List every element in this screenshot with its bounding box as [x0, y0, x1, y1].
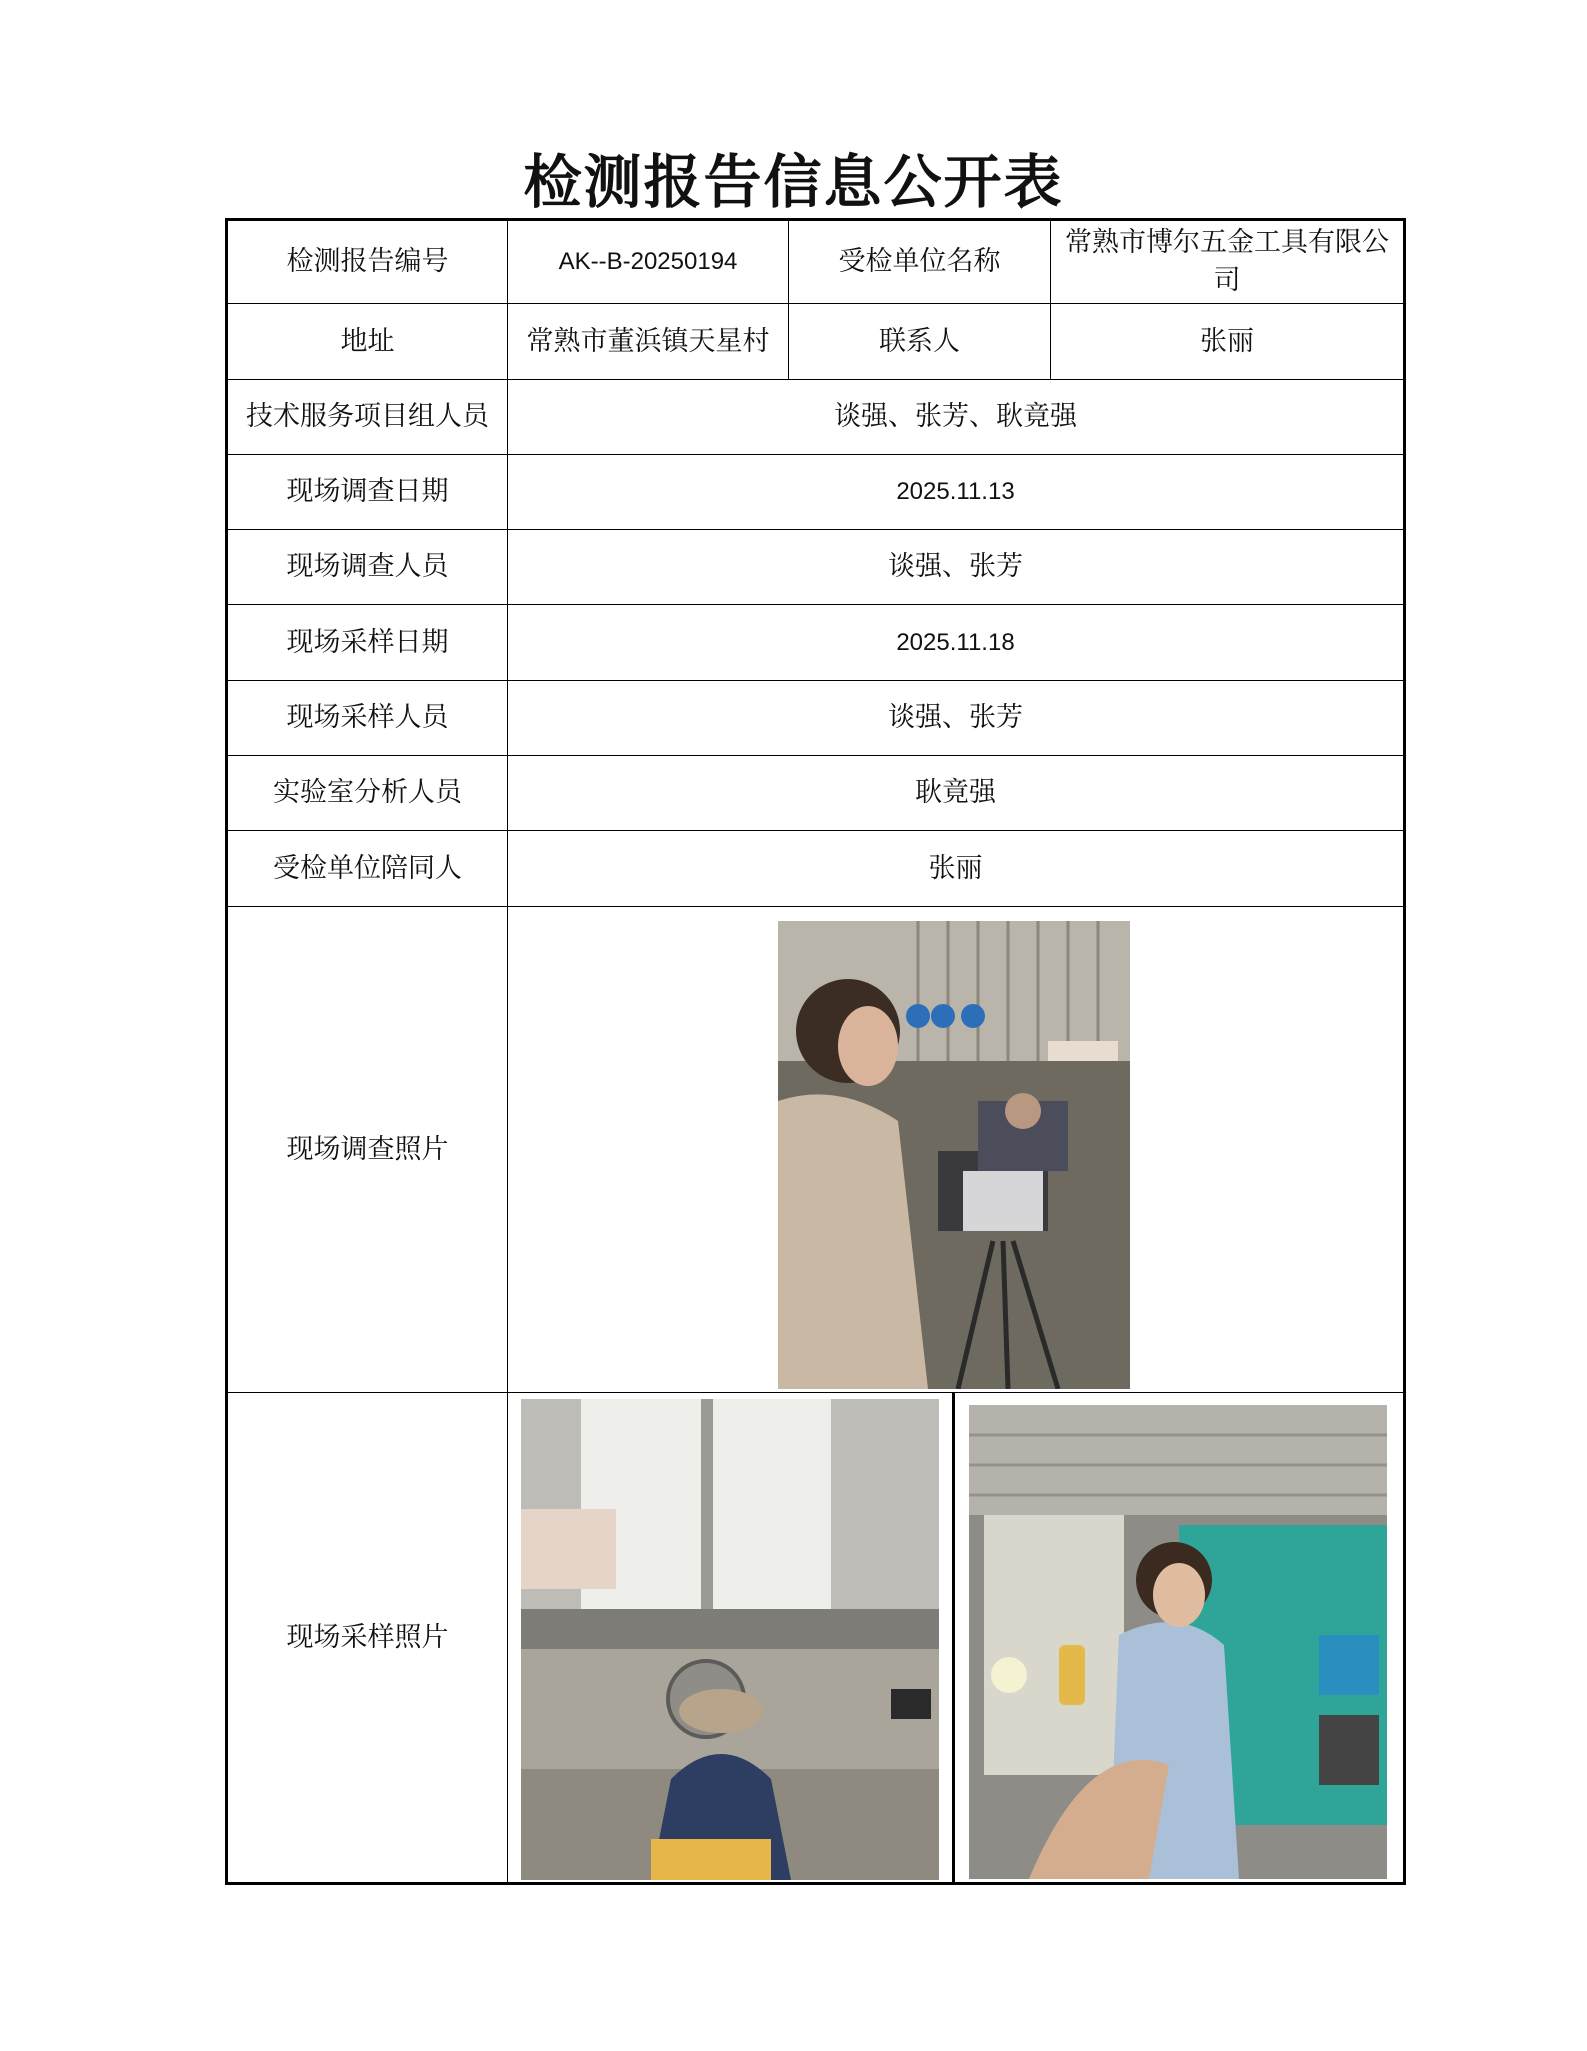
- sampling-photo-cell: [508, 1393, 1405, 1884]
- table-row: [227, 220, 1405, 304]
- lab-staff-label: 实验室分析人员: [227, 756, 508, 831]
- table-row: [227, 455, 1405, 530]
- photo-divider: [952, 1393, 955, 1882]
- survey-photo: [778, 921, 1130, 1389]
- table-row: [227, 304, 1405, 380]
- sampling-photo-right: [969, 1405, 1387, 1879]
- report-info-table: [225, 218, 1406, 1885]
- table-row: [227, 756, 1405, 831]
- address-value: 常熟市董浜镇天星村: [508, 304, 789, 380]
- survey-photo-cell: [508, 907, 1405, 1393]
- table-row: [227, 530, 1405, 605]
- survey-photo-label: 现场调查照片: [227, 907, 508, 1393]
- table-row: [227, 681, 1405, 756]
- lab-staff-value: 耿竟强: [508, 756, 1405, 831]
- address-label: 地址: [227, 304, 508, 380]
- table-row: [227, 907, 1405, 1393]
- table-row: [227, 380, 1405, 455]
- unit-name-value: 常熟市博尔五金工具有限公司: [1051, 220, 1405, 304]
- sampling-photo-left: [521, 1399, 939, 1880]
- escort-label: 受检单位陪同人: [227, 831, 508, 907]
- survey-date-label: 现场调查日期: [227, 455, 508, 530]
- sampling-date-value: 2025.11.18: [508, 605, 1405, 681]
- table-row: [227, 831, 1405, 907]
- contact-label: 联系人: [789, 304, 1051, 380]
- report-no-label: 检测报告编号: [227, 220, 508, 304]
- team-value: 谈强、张芳、耿竟强: [508, 380, 1405, 455]
- sampling-staff-value: 谈强、张芳: [508, 681, 1405, 756]
- sampling-photo-label: 现场采样照片: [227, 1393, 508, 1884]
- sampling-staff-label: 现场采样人员: [227, 681, 508, 756]
- table-row: [227, 1393, 1405, 1884]
- sampling-date-label: 现场采样日期: [227, 605, 508, 681]
- survey-staff-value: 谈强、张芳: [508, 530, 1405, 605]
- page-title: 检测报告信息公开表: [523, 148, 1064, 216]
- unit-name-label: 受检单位名称: [789, 220, 1051, 304]
- table-row: [227, 605, 1405, 681]
- report-no-value: AK--B-20250194: [508, 220, 789, 304]
- escort-value: 张丽: [508, 831, 1405, 907]
- survey-staff-label: 现场调查人员: [227, 530, 508, 605]
- contact-value: 张丽: [1051, 304, 1405, 380]
- team-label: 技术服务项目组人员: [227, 380, 508, 455]
- survey-date-value: 2025.11.13: [508, 455, 1405, 530]
